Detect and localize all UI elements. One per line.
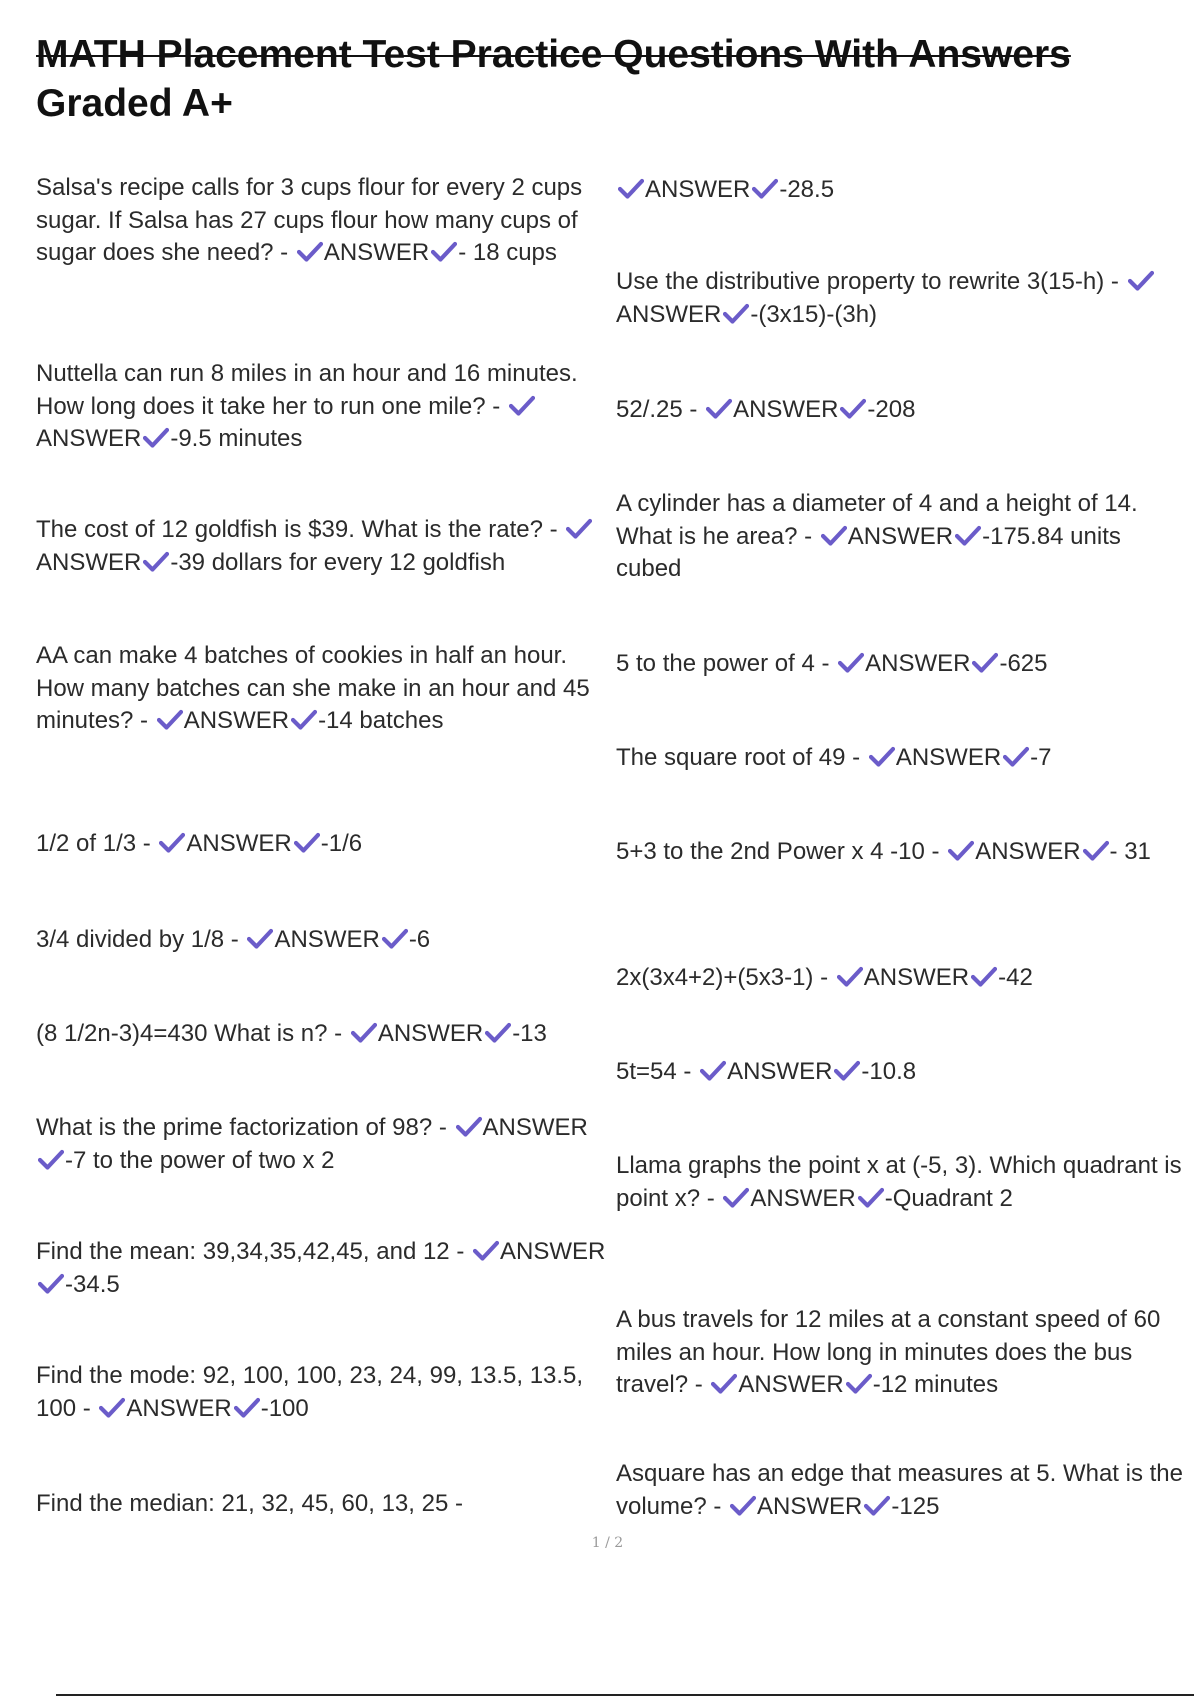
question-text: Find the mode: 92, 100, 100, 23, 24, 99, 13.5, 13.5, 100 -	[36, 1362, 584, 1422]
answer-text: -10.8	[861, 1058, 917, 1085]
answer-label: ANSWER	[36, 548, 142, 576]
checkmark-icon	[99, 1397, 125, 1419]
checkmark-icon	[247, 928, 273, 950]
answer-text: -175.84 units cubed	[616, 522, 1121, 582]
answer-label: ANSWER	[36, 425, 142, 452]
qa-item	[36, 1360, 606, 1425]
checkmark-icon	[294, 832, 320, 854]
answer-label: ANSWER	[126, 1394, 232, 1422]
qa-item	[36, 828, 606, 861]
checkmark-icon	[948, 840, 974, 862]
question-text: 52/.25 -	[616, 396, 705, 423]
checkmark-icon	[157, 709, 183, 731]
qa-item	[616, 836, 1188, 869]
question-text: Asquare has an edge that measures at 5. What is the volume? -	[616, 1460, 1183, 1520]
checkmark-icon	[509, 395, 535, 417]
checkmark-icon	[838, 652, 864, 674]
answer-text: -208	[867, 396, 916, 423]
qa-item	[616, 394, 1188, 427]
qa-item	[616, 174, 1188, 207]
answer-label: ANSWER	[733, 396, 839, 423]
answer-text: -6	[408, 926, 431, 953]
checkmark-icon	[143, 427, 169, 449]
answer-label: ANSWER	[482, 1114, 588, 1141]
answer-text: -42	[998, 964, 1033, 991]
checkmark-icon	[1083, 840, 1109, 862]
checkmark-icon	[972, 652, 998, 674]
checkmark-icon	[291, 709, 317, 731]
checkmark-icon	[1003, 746, 1029, 768]
answer-label: ANSWER	[738, 1371, 844, 1398]
checkmark-icon	[846, 1373, 872, 1395]
question-text: Llama graphs the point x at (-5, 3). Which quadrant is point x? -	[616, 1152, 1182, 1212]
question-text: (8 1/2n-3)4=430 What is n? -	[36, 1020, 349, 1047]
answer-label: ANSWER	[323, 239, 430, 266]
question-text: 5+3 to the 2nd Power x 4 -10 -	[616, 838, 947, 865]
question-text: A cylinder has a diameter of 4 and a height of 14. What is he area? -	[616, 490, 1138, 550]
answer-label: ANSWER	[499, 1238, 606, 1265]
answer-label: ANSWER	[183, 707, 290, 734]
answer-label: ANSWER	[377, 1020, 484, 1047]
question-text: The square root of 49 -	[616, 744, 867, 771]
answer-text: -125	[891, 1492, 940, 1520]
checkmark-icon	[38, 1149, 64, 1171]
qa-item	[36, 1236, 606, 1301]
checkmark-icon	[473, 1240, 499, 1262]
question-text: Find the mean: 39,34,35,42,45, and 12 -	[36, 1238, 471, 1265]
question-text: AA can make 4 batches of cookies in half an hour. How many batches can she make in an hour and 45 minutes? -	[36, 642, 590, 734]
document-title	[36, 30, 1166, 128]
footer-divider	[56, 1694, 1194, 1696]
qa-item	[36, 1018, 606, 1051]
qa-item	[616, 648, 1188, 681]
question-text: Salsa's recipe calls for 3 cups flour for every 2 cups sugar. If Salsa has 27 cups flour how many cups of sugar does she need? -	[36, 174, 583, 266]
checkmark-icon	[869, 746, 895, 768]
answer-text: -28.5	[779, 176, 835, 203]
checkmark-icon	[297, 241, 323, 263]
qa-item	[616, 962, 1188, 995]
qa-item	[36, 1488, 606, 1521]
question-text: 3/4 divided by 1/8 -	[36, 926, 246, 953]
answer-label: ANSWER	[847, 522, 954, 550]
answer-label: ANSWER	[186, 830, 292, 857]
answer-text: -7 to the power of two x 2	[65, 1146, 335, 1174]
checkmark-icon	[618, 178, 644, 200]
checkmark-icon	[837, 966, 863, 988]
qa-item	[36, 924, 606, 957]
question-text: 1/2 of 1/3 -	[36, 830, 158, 857]
answer-label: ANSWER	[616, 300, 722, 328]
qa-item	[36, 514, 606, 579]
answer-label: ANSWER	[863, 964, 970, 991]
checkmark-icon	[431, 241, 457, 263]
answer-text: -39 dollars for every 12 goldfish	[170, 548, 506, 576]
answer-text: - 18 cups	[458, 239, 557, 266]
checkmark-icon	[485, 1022, 511, 1044]
question-text: A bus travels for 12 miles at a constant speed of 60 miles an hour. How long in minutes does the bus travel? -	[616, 1306, 1161, 1398]
answer-label: ANSWER	[895, 744, 1002, 771]
title-line-1: MATH Placement Test Practice Questions With Answers	[36, 33, 1071, 76]
checkmark-icon	[566, 518, 592, 540]
answer-text: -7	[1030, 744, 1052, 771]
qa-item	[616, 1150, 1188, 1215]
checkmark-icon	[955, 525, 981, 547]
qa-item	[36, 1112, 606, 1177]
answer-text: -34.5	[65, 1270, 120, 1298]
checkmark-icon	[143, 551, 169, 573]
qa-item	[36, 358, 606, 456]
question-text: Use the distributive property to rewrite 3(15-h) -	[616, 268, 1126, 295]
checkmark-icon	[711, 1373, 737, 1395]
answer-label: ANSWER	[975, 838, 1081, 865]
answer-label: ANSWER	[645, 176, 751, 203]
answer-text: -100	[260, 1394, 309, 1422]
answer-label: ANSWER	[750, 1184, 856, 1212]
answer-label: ANSWER	[727, 1058, 833, 1085]
answer-label: ANSWER	[865, 650, 971, 677]
question-text: What is the prime factorization of 98? -	[36, 1114, 454, 1141]
answer-label: ANSWER	[757, 1492, 863, 1520]
checkmark-icon	[159, 832, 185, 854]
question-text: 2x(3x4+2)+(5x3-1) -	[616, 964, 835, 991]
checkmark-icon	[834, 1060, 860, 1082]
checkmark-icon	[456, 1116, 482, 1138]
question-text: 5 to the power of 4 -	[616, 650, 837, 677]
checkmark-icon	[971, 966, 997, 988]
qa-item	[36, 172, 606, 270]
answer-text: -Quadrant 2	[884, 1184, 1013, 1212]
qa-item	[616, 266, 1188, 331]
question-text: Find the median: 21, 32, 45, 60, 13, 25 -	[36, 1490, 463, 1517]
checkmark-icon	[234, 1397, 260, 1419]
checkmark-icon	[382, 928, 408, 950]
answer-text: -9.5 minutes	[170, 425, 303, 452]
answer-text: -(3x15)-(3h)	[750, 300, 878, 328]
question-text: Nuttella can run 8 miles in an hour and 16 minutes. How long does it take her to run one mile? -	[36, 360, 578, 420]
answer-text: -14 batches	[318, 707, 444, 734]
answer-text: - 31	[1109, 838, 1151, 865]
qa-item	[616, 742, 1188, 775]
checkmark-icon	[840, 398, 866, 420]
qa-item	[616, 488, 1188, 586]
qa-item	[36, 640, 606, 738]
checkmark-icon	[351, 1022, 377, 1044]
checkmark-icon	[723, 303, 749, 325]
checkmark-icon	[858, 1187, 884, 1209]
checkmark-icon	[752, 178, 778, 200]
answer-text: -1/6	[320, 830, 363, 857]
qa-item	[616, 1458, 1188, 1523]
checkmark-icon	[1128, 270, 1154, 292]
checkmark-icon	[864, 1495, 890, 1517]
checkmark-icon	[700, 1060, 726, 1082]
answer-label: ANSWER	[274, 926, 380, 953]
answer-text: -13	[512, 1020, 547, 1047]
question-text: The cost of 12 goldfish is $39. What is the rate? -	[36, 516, 565, 543]
checkmark-icon	[706, 398, 732, 420]
answer-text: -625	[999, 650, 1048, 677]
qa-item	[616, 1304, 1188, 1402]
answer-text: -12 minutes	[872, 1371, 999, 1398]
question-text: 5t=54 -	[616, 1058, 699, 1085]
checkmark-icon	[730, 1495, 756, 1517]
qa-item	[616, 1056, 1188, 1089]
page-number: 1 / 2	[591, 1535, 624, 1551]
checkmark-icon	[723, 1187, 749, 1209]
title-line-2: Graded A+	[36, 82, 233, 125]
checkmark-icon	[821, 525, 847, 547]
checkmark-icon	[38, 1273, 64, 1295]
